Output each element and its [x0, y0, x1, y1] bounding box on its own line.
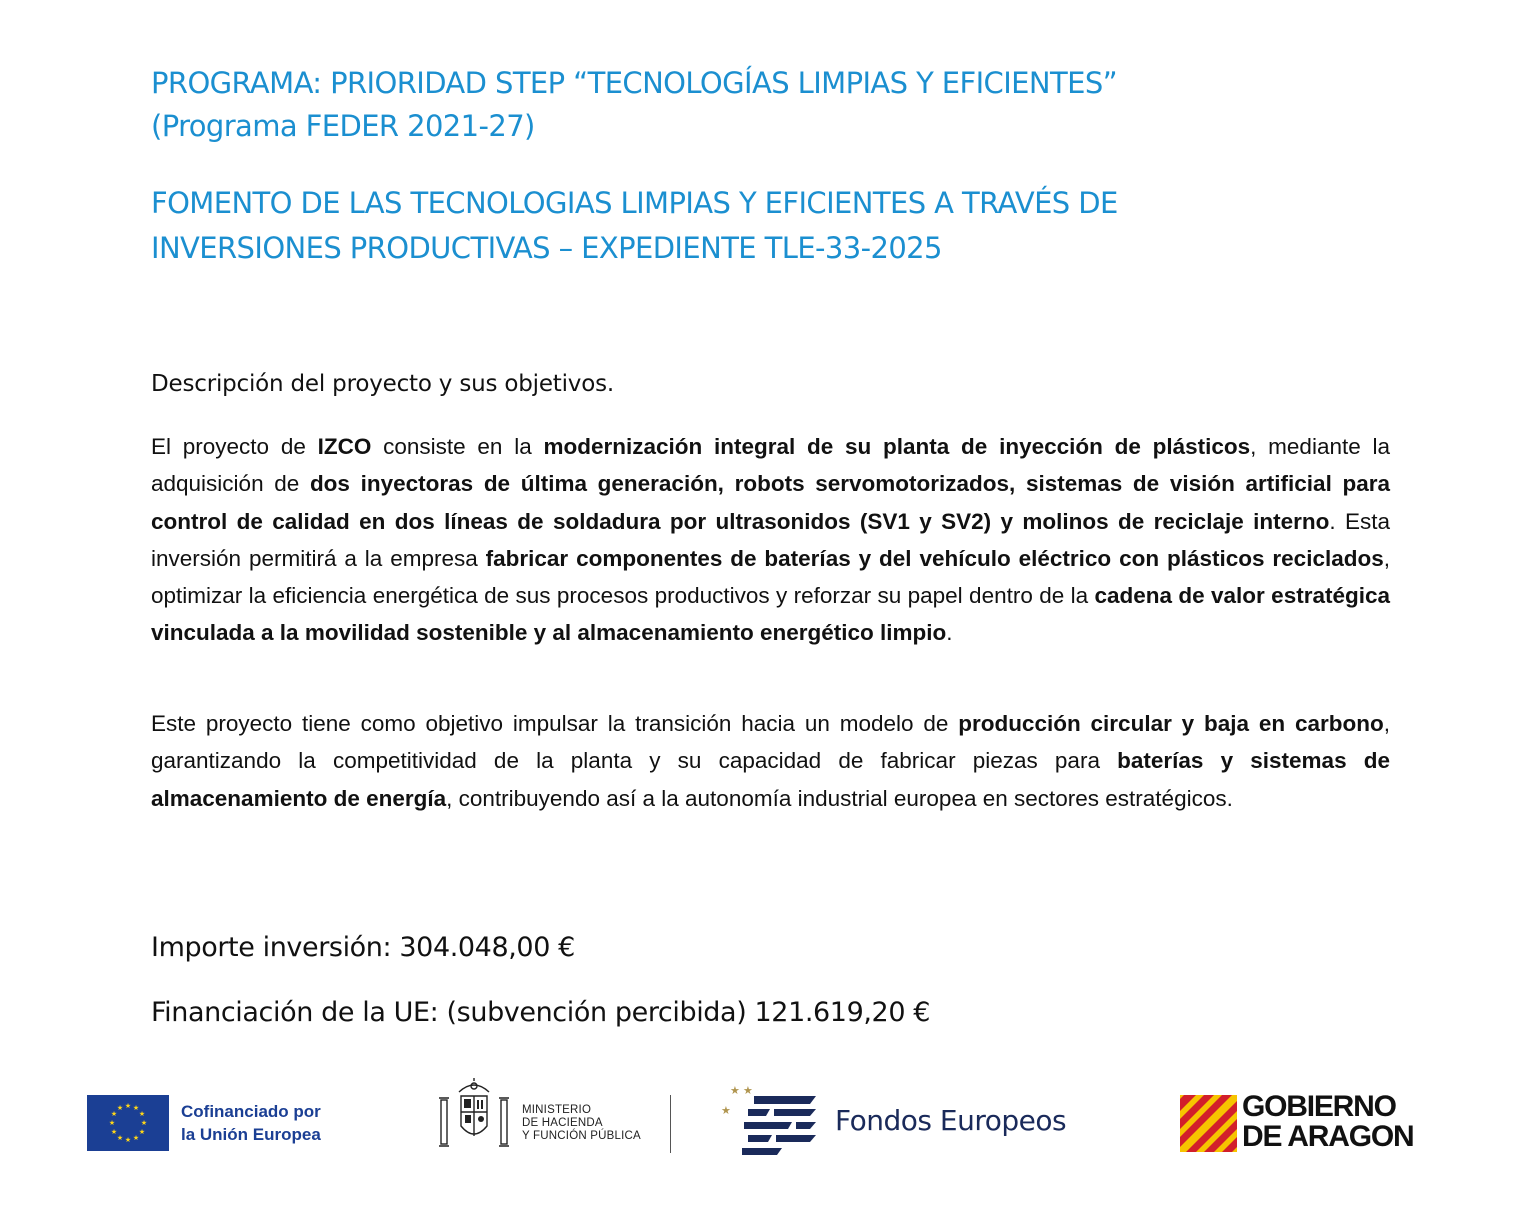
fondos-europeos-label: Fondos Europeos: [835, 1104, 1067, 1137]
p1-text-10: .: [946, 620, 953, 646]
eu-label-line-1: Cofinanciado por: [181, 1102, 321, 1121]
svg-text:★: ★: [124, 1102, 132, 1110]
project-title-line-1: FOMENTO DE LAS TECNOLOGIAS LIMPIAS Y EFICIENTES A TRAVÉS DE: [151, 186, 1118, 220]
eu-funding-amount: Financiación de la UE: (subvención percibida) 121.619,20 €: [151, 997, 931, 1028]
p1-text-0: El proyecto de: [151, 434, 318, 459]
p1-text-8: , optimizar la eficiencia energética de sus procesos productivos y reforzar su papel dentro de la: [151, 545, 1390, 609]
description-paragraph-2: [151, 705, 1390, 817]
eu-label-line-2: la Unión Europea: [181, 1125, 321, 1144]
gobierno-aragon-label: [1242, 1092, 1413, 1152]
eu-cofinanced-label: [181, 1100, 321, 1146]
svg-text:★: ★: [110, 1128, 118, 1136]
investment-amount: Importe inversión: 304.048,00 €: [151, 932, 575, 963]
p1-bold-value-chain: cadena de valor estratégica vinculada a la movilidad sostenible y al almacenamiento energético limpio: [151, 583, 1390, 646]
svg-text:★: ★: [116, 1134, 124, 1142]
p2-bold-batteries: baterías y sistemas de almacenamiento de energía: [151, 748, 1391, 811]
svg-text:★: ★: [138, 1110, 146, 1118]
description-heading: Descripción del proyecto y sus objetivos.: [151, 371, 614, 397]
aragon-line-1: GOBIERNO: [1242, 1090, 1396, 1123]
p2-text-4: , contribuyendo así a la autonomía industrial europea en sectores estratégicos.: [446, 785, 1233, 811]
eu-flag-icon: [87, 1095, 169, 1151]
ministry-line-3: Y FUNCIÓN PÚBLICA: [522, 1130, 641, 1142]
svg-text:★: ★: [138, 1128, 146, 1136]
p1-bold-manufacture: fabricar componentes de baterías y del vehículo eléctrico con plásticos reciclados: [485, 545, 1384, 571]
spain-coat-of-arms-icon: [437, 1078, 511, 1152]
p1-bold-equipment: dos inyectoras de última generación, robots servomotorizados, sistemas de visión artificial para control de calidad en dos líneas de soldadura por ultrasonidos (SV1 y SV2) y molinos de reciclaje interno: [151, 471, 1391, 534]
svg-text:★: ★: [132, 1134, 140, 1142]
aragon-line-2: DE ARAGON: [1242, 1120, 1414, 1153]
ministry-line-1: MINISTERIO: [522, 1104, 592, 1116]
project-title: [151, 181, 1411, 271]
program-title-line-1: PROGRAMA: PRIORIDAD STEP “TECNOLOGÍAS LIMPIAS Y EFICIENTES”: [151, 66, 1118, 100]
program-title: [151, 62, 1411, 148]
ministry-label: [522, 1104, 641, 1143]
svg-text:★: ★: [743, 1084, 753, 1097]
program-title-line-2: (Programa FEDER 2021-27): [151, 109, 535, 143]
aragon-flag-icon: [1180, 1095, 1237, 1152]
p2-text-2: , garantizando la competitividad de la planta y su capacidad de fabricar piezas para: [151, 711, 1391, 774]
svg-text:★: ★: [124, 1136, 132, 1144]
svg-text:★: ★: [721, 1104, 731, 1117]
svg-text:★: ★: [108, 1119, 116, 1127]
logo-divider: [670, 1095, 671, 1153]
description-paragraph-1: [151, 428, 1390, 652]
p2-text-0: Este proyecto tiene como objetivo impulsar la transición hacia un modelo de: [151, 711, 959, 736]
footer-logos: [0, 1060, 1521, 1190]
project-title-line-2: INVERSIONES PRODUCTIVAS – EXPEDIENTE TLE-33-2025: [151, 231, 942, 265]
svg-text:★: ★: [116, 1104, 124, 1112]
p1-text-4: , mediante la adquisición de: [151, 434, 1391, 497]
svg-text:★: ★: [132, 1104, 140, 1112]
ministry-line-2: DE HACIENDA: [522, 1117, 603, 1129]
p1-bold-company: IZCO: [317, 434, 372, 459]
p2-bold-circular: producción circular y baja en carbono: [958, 711, 1384, 736]
p1-text-2: consiste en la: [371, 434, 544, 459]
svg-text:★: ★: [730, 1084, 740, 1097]
p1-bold-modernization: modernización integral de su planta de inyección de plásticos: [543, 434, 1251, 459]
svg-text:★: ★: [140, 1119, 148, 1127]
svg-text:★: ★: [110, 1110, 118, 1118]
p1-text-6: . Esta inversión permitirá a la empresa: [151, 508, 1390, 571]
fondos-europeos-icon: [718, 1082, 823, 1158]
